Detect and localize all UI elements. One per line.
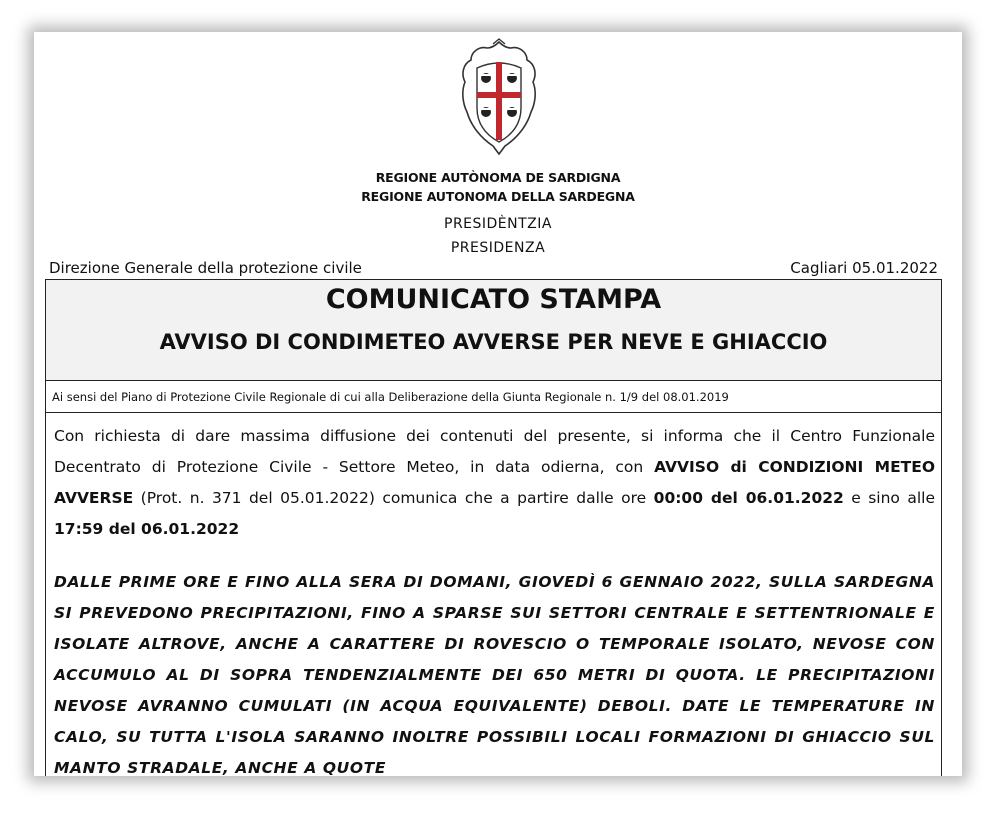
document-page (34, 32, 962, 776)
region-name-italian: REGIONE AUTONOMA DELLA SARDEGNA (361, 189, 635, 204)
sardinia-coat-of-arms-logo (449, 38, 549, 160)
presidency-sardinian: PRESIDÈNTZIA (444, 216, 552, 232)
intro-bold-notice: AVVISO di CONDIZIONI METEO AVVERSE (54, 458, 935, 507)
forecast-paragraph: DALLE PRIME ORE E FINO ALLA SERA DI DOMANI, GIOVEDÌ 6 GENNAIO 2022, SULLA SARDEGNA SI PREVEDONO PRECIPITAZIONI, FINO A SPARSE SUI SETTORI CENTRALE E SETTENTRIONALE E ISOLATE ALTROVE, ANCHE A CARATTERE DI ROVESCIO O TEMPORALE ISOLATO, NEVOSE CON ACCUMULO AL DI SOPRA TENDENZIALMENTE DEI 650 METRI DI QUOTA. LE PRECIPITAZIONI NEVOSE AVRANNO CUMULATI (IN ACQUA EQUIVALENTE) DEBOLI. DATE LE TEMPERATURE IN CALO, SU TUTTA L'ISOLA SARANNO INOLTRE POSSIBILI LOCALI FORMAZIONI DI GHIACCIO SUL MANTO STRADALE, ANCHE A QUOTE (54, 573, 935, 776)
intro-bold-start: 00:00 del 06.01.2022 (653, 489, 844, 507)
place-date: Cagliari 05.01.2022 (790, 259, 938, 277)
body-box (45, 413, 942, 776)
document-subtitle: AVVISO DI CONDIMETEO AVVERSE PER NEVE E GHIACCIO (159, 330, 828, 354)
department-name: Direzione Generale della protezione civile (49, 259, 362, 277)
document-title: COMUNICATO STAMPA (325, 284, 662, 315)
legal-reference: Ai sensi del Piano di Protezione Civile Regionale di cui alla Deliberazione della Giunta Regionale n. 1/9 del 08.01.2019 (45, 381, 942, 413)
region-name-sardinian: REGIONE AUTÒNOMA DE SARDIGNA (375, 170, 621, 185)
presidency-italian: PRESIDENZA (450, 240, 546, 256)
intro-text-1: Con richiesta di dare massima diffusione dei contenuti del presente, si informa che il Centro Funzionale Decentrato di Protezione Civile - Settore Meteo, in data odierna, con (54, 427, 935, 476)
intro-text-2: (Prot. n. 371 del 05.01.2022) comunica che a partire dalle ore (133, 489, 654, 507)
intro-paragraph (54, 421, 935, 545)
intro-bold-end: 17:59 del 06.01.2022 (54, 520, 240, 538)
intro-text-3: e sino alle (843, 489, 935, 507)
title-box (45, 279, 942, 381)
